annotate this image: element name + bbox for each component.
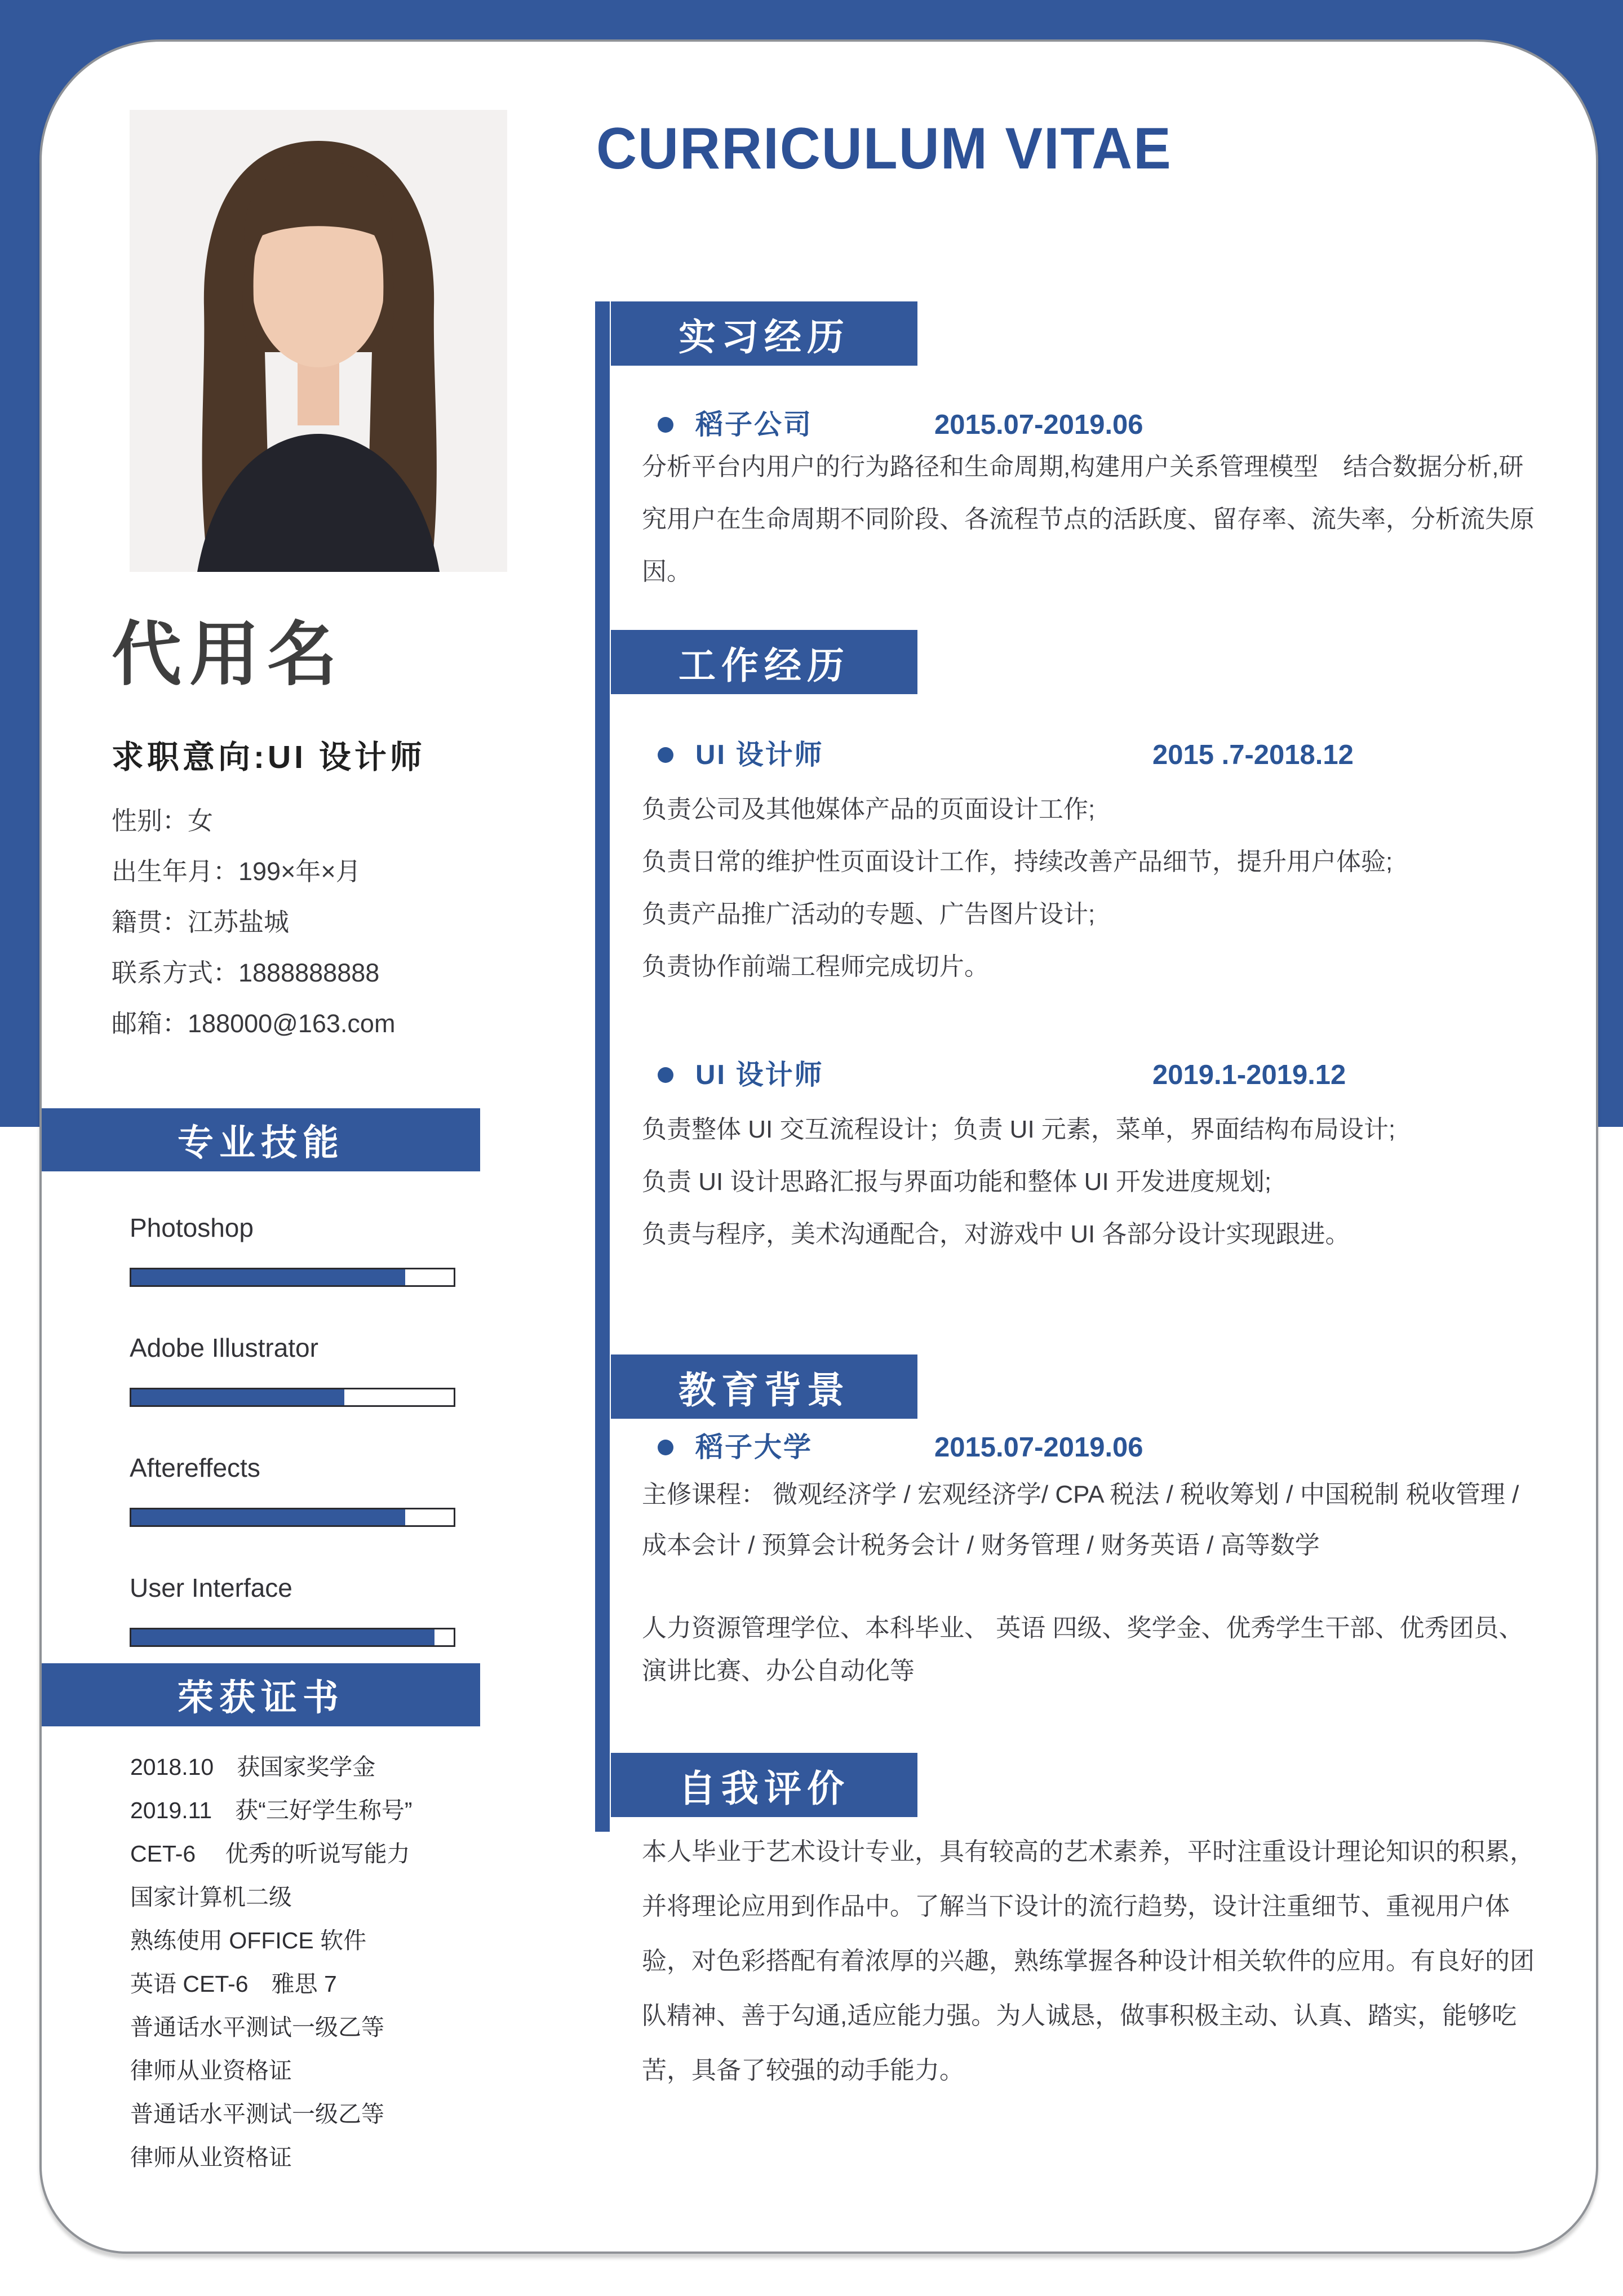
candidate-name: 代用名 bbox=[112, 616, 345, 694]
internship-description: 分析平台内用户的行为路径和生命周期,构建用户关系管理模型 结合数据分析,研究用户在生命周期不同阶段、各流程节点的活跃度、留存率、流失率，分析流失原因。 bbox=[642, 453, 1535, 585]
skill-label: Photoshop bbox=[130, 1213, 254, 1242]
job1-duty-line: 负责协作前端工程师完成切片。 bbox=[642, 953, 989, 980]
job-objective: 求职意向:UI 设计师 bbox=[112, 739, 425, 775]
skill-row-user-interface bbox=[130, 1571, 455, 1647]
job2-duty-line: 负责 UI 设计思路汇报与界面功能和整体 UI 开发进度规划; bbox=[642, 1168, 1272, 1196]
job1-title: UI 设计师 bbox=[695, 740, 824, 770]
skill-row-aftereffects bbox=[130, 1451, 455, 1527]
certificate-item: 普通话水平测试一级乙等 bbox=[130, 2101, 384, 2127]
info-gender: 性别：女 bbox=[112, 806, 214, 835]
profile-photo bbox=[130, 110, 507, 572]
skill-bar-fill bbox=[131, 1269, 405, 1285]
skill-bar-fill bbox=[131, 1389, 344, 1405]
internship-company: 稻子公司 bbox=[695, 410, 813, 440]
certificate-item: 国家计算机二级 bbox=[130, 1884, 292, 1910]
bullet-dot-icon bbox=[658, 747, 673, 763]
education-date: 2015.07-2019.06 bbox=[934, 1432, 1143, 1463]
skill-label: User Interface bbox=[130, 1573, 292, 1602]
section-header-internship: 实习经历 bbox=[611, 301, 917, 366]
job2-duty-line: 负责整体 UI 交互流程设计；负责 UI 元素，菜单，界面结构布局设计; bbox=[642, 1116, 1396, 1143]
certificate-item: CET-6 优秀的听说写能力 bbox=[130, 1841, 410, 1867]
section-header-certificates: 荣获证书 bbox=[42, 1663, 480, 1726]
section-header-evaluation: 自我评价 bbox=[611, 1753, 917, 1817]
skill-label: Adobe Illustrator bbox=[130, 1333, 318, 1362]
certificate-item: 2018.10 获国家奖学金 bbox=[130, 1754, 376, 1780]
job1-duty-line: 负责公司及其他媒体产品的页面设计工作; bbox=[642, 796, 1096, 823]
job2-title: UI 设计师 bbox=[695, 1060, 824, 1090]
certificate-item: 律师从业资格证 bbox=[130, 2144, 292, 2170]
job2-duty-line: 负责与程序，美术沟通配合，对游戏中 UI 各部分设计实现跟进。 bbox=[642, 1220, 1350, 1248]
certificate-item: 熟练使用 OFFICE 软件 bbox=[130, 1928, 367, 1953]
internship-entry-header bbox=[642, 407, 1532, 443]
internship-date: 2015.07-2019.06 bbox=[934, 410, 1143, 440]
certificate-item: 普通话水平测试一级乙等 bbox=[130, 2014, 384, 2040]
timeline-spine bbox=[595, 301, 610, 1832]
info-email: 邮箱：188000@163.com bbox=[112, 1009, 396, 1038]
bullet-dot-icon bbox=[658, 1440, 673, 1455]
info-birth: 出生年月：199×年×月 bbox=[112, 857, 361, 886]
education-school: 稻子大学 bbox=[695, 1432, 813, 1463]
skill-bar-track bbox=[130, 1508, 455, 1527]
job2-date: 2019.1-2019.12 bbox=[1152, 1060, 1346, 1090]
job1-duty-line: 负责产品推广活动的专题、广告图片设计; bbox=[642, 900, 1096, 928]
skill-bar-track bbox=[130, 1628, 455, 1647]
skill-row-illustrator bbox=[130, 1331, 455, 1407]
job2-duties bbox=[642, 1103, 1535, 1260]
job1-date: 2015 .7-2018.12 bbox=[1152, 740, 1354, 770]
certificate-list bbox=[130, 1746, 525, 2179]
skill-bar-fill bbox=[131, 1509, 405, 1525]
education-entry-header bbox=[642, 1429, 1532, 1465]
info-hometown: 籍贯：江苏盐城 bbox=[112, 908, 290, 936]
section-header-education: 教育背景 bbox=[611, 1354, 917, 1419]
page-title: CURRICULUM VITAE bbox=[596, 116, 1172, 181]
education-courses: 主修课程： 微观经济学 / 宏观经济学/ CPA 税法 / 税收筹划 / 中国税制 税收管理 / 成本会计 / 预算会计税务会计 / 财务管理 / 财务英语 / 高等数学 bbox=[642, 1481, 1519, 1559]
info-phone: 联系方式：1888888888 bbox=[112, 958, 380, 987]
skill-bar-track bbox=[130, 1388, 455, 1407]
bullet-dot-icon bbox=[658, 1067, 673, 1083]
skill-label: Aftereffects bbox=[130, 1453, 260, 1482]
section-header-skills: 专业技能 bbox=[42, 1108, 480, 1171]
section-header-work: 工作经历 bbox=[611, 630, 917, 694]
job2-entry-header bbox=[642, 1057, 1532, 1093]
portrait-silhouette bbox=[130, 110, 507, 572]
education-awards: 人力资源管理学位、本科毕业、 英语 四级、奖学金、优秀学生干部、优秀团员、演讲比赛、办公自动化等 bbox=[642, 1614, 1524, 1685]
personal-info-list bbox=[112, 796, 395, 1049]
job1-entry-header bbox=[642, 737, 1532, 773]
job1-duties bbox=[642, 783, 1535, 993]
bullet-dot-icon bbox=[658, 417, 673, 433]
certificate-item: 2019.11 获“三好学生称号” bbox=[130, 1797, 413, 1823]
job1-duty-line: 负责日常的维护性页面设计工作，持续改善产品细节，提升用户体验; bbox=[642, 848, 1393, 876]
skill-bar-fill bbox=[131, 1629, 434, 1645]
skill-bar-track bbox=[130, 1268, 455, 1287]
self-evaluation-text: 本人毕业于艺术设计专业，具有较高的艺术素养，平时注重设计理论知识的积累，并将理论应用到作品中。了解当下设计的流行趋势，设计注重细节、重视用户体验，对色彩搭配有着浓厚的兴趣，熟练掌握各种设计相关软件的应用。有良好的团队精神、善于勾通,适应能力强。为人诚恳，做事积极主动、认真、踏实，能够吃苦，具备了较强的动手能力。 bbox=[642, 1838, 1535, 2084]
certificate-item: 律师从业资格证 bbox=[130, 2058, 292, 2084]
skill-row-photoshop bbox=[130, 1211, 455, 1287]
certificate-item: 英语 CET-6 雅思 7 bbox=[130, 1971, 337, 1997]
